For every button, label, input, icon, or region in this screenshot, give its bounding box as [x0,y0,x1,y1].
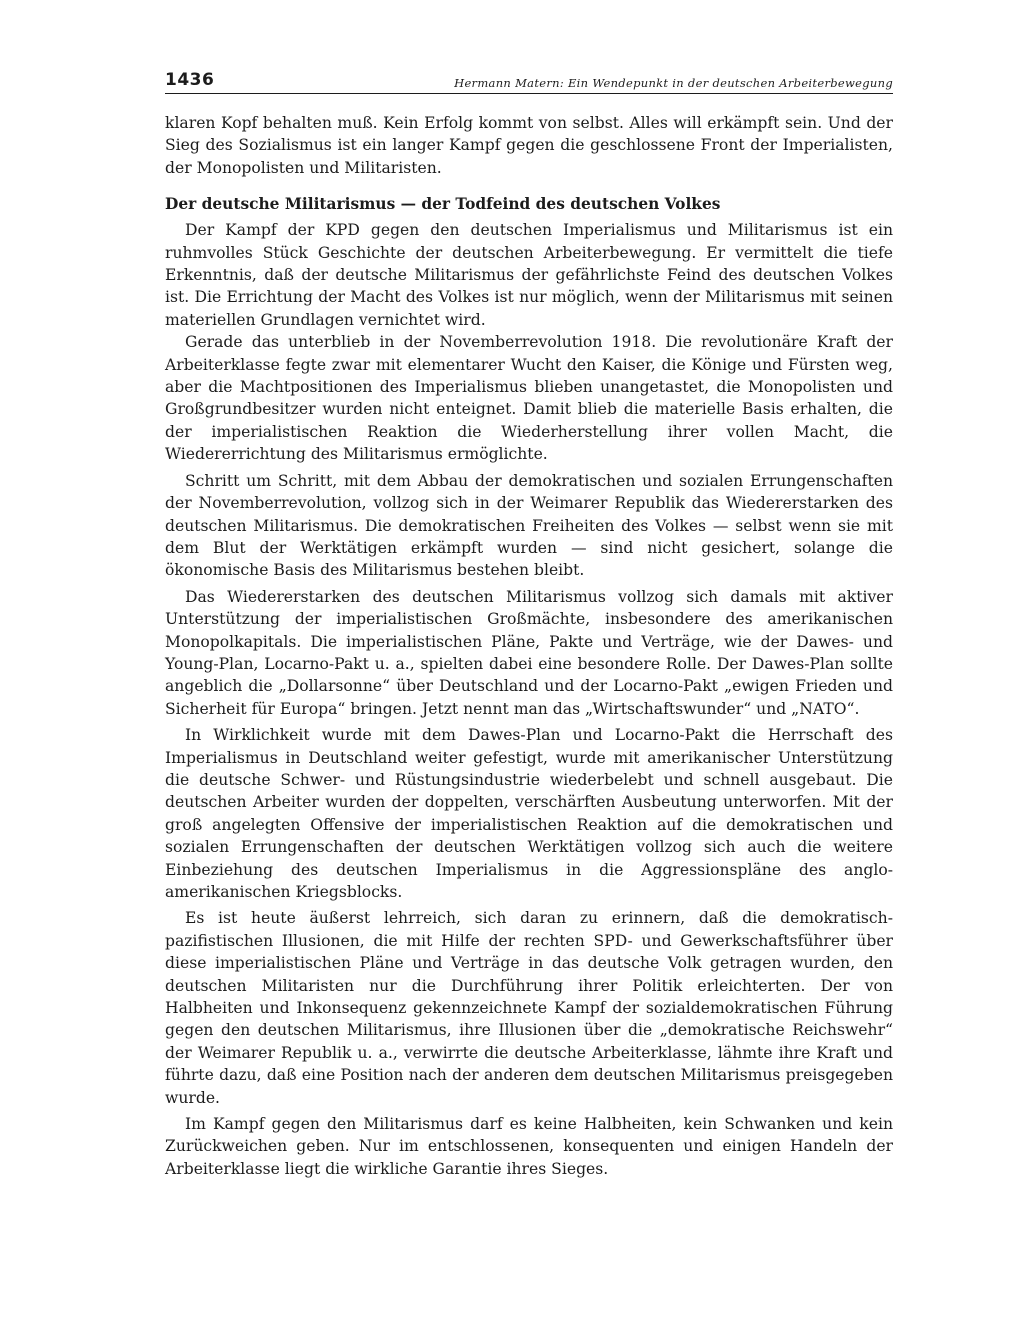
paragraph-7: Im Kampf gegen den Militarismus darf es keine Halbheiten, kein Schwanken und kein Zurückweichen geben. Nur im entschlossenen, konsequenten und einigen Handeln der Arbeiterklasse liegt die wirkliche Garantie ihres Sieges. [165,1115,893,1178]
intro-paragraph: klaren Kopf behalten muß. Kein Erfolg kommt von selbst. Alles will erkämpft sein. Und der Sieg des Sozialismus ist ein langer Kampf gegen die geschlossene Front der Imperialisten, der Monopolisten und Militaristen. [165,114,893,177]
document-page [165,62,893,1252]
body-text [165,112,893,1180]
running-title: Hermann Matern: Ein Wendepunkt in der deutschen Arbeiterbewegung [454,76,893,90]
paragraph-1: Der Kampf der KPD gegen den deutschen Imperialismus und Militarismus ist ein ruhmvolles Stück Geschichte der deutschen Arbeiterbewegung. Er vermittelt die tiefe Erkenntnis, daß der deutsche Militarismus der gefährlichste Feind des deutschen Volkes ist. Die Errichtung der Macht des Volkes ist nur möglich, wenn der Militarismus mit seinen materiellen Grundlagen vernichtet wird. [165,221,893,329]
paragraph-6: Es ist heute äußerst lehrreich, sich daran zu erinnern, daß die demokratischpazifistischen Illusionen, die mit Hilfe der rechten SPD- und Gewerkschaftsführer über diese imperialistischen Pläne und Verträge in das deutsche Volk getragen wurden, den deutschen Militaristen nur die Durchführung ihrer Politik erleichterten. Der von Halbheiten und Inkonsequenz gekennzeichnete Kampf der sozialdemokratischen Führung gegen den deutschen Militarismus, ihre Illusionen über die „demokratische Reichswehr“ der Weimarer Republik u. a., verwirrte die deutsche Arbeiterklasse, lähmte ihre Kraft und führte dazu, daß eine Position nach der anderen dem deutschen Militarismus preisgegeben wurde. [165,909,893,1107]
paragraph-3: Schritt um Schritt, mit dem Abbau der demokratischen und sozialen Errungenschaften der Novemberrevolution, vollzog sich in der Weimarer Republik das Wiedererstarken des deutschen Militarismus. Die demokratischen Freiheiten des Volkes — selbst wenn sie mit dem Blut der Werktätigen erkämpft wurden — sind nicht gesichert, solange die ökonomische Basis des Militarismus bestehen bleibt. [165,471,893,580]
paragraph-5: In Wirklichkeit wurde mit dem Dawes-Plan und Locarno-Pakt die Herrschaft des Imperialismus in Deutschland weiter gefestigt, wurde mit amerikanischer Unterstützung die deutsche Schwer- und Rüstungsindustrie wiederbelebt und schnell ausgebaut. Die deutschen Arbeiter wurden der doppelten, verschärften Ausbeutung unterworfen. Mit der groß angelegten Offensive der imperialistischen Reaktion auf die demokratischen und sozialen Errungenschaften der deutschen Werktätigen vollzog sich auch die weitere Einbeziehung des deutschen Imperialismus in die Aggressionspläne des anglo-amerikanischen Kriegsblocks. [165,726,893,901]
paragraph-4: Das Wiedererstarken des deutschen Militarismus vollzog sich damals mit aktiver Unterstützung der imperialistischen Großmächte, insbesondere des amerikanischen Monopolkapitals. Die imperialistischen Pläne, Pakte und Verträge, wie der Dawes- und Young-Plan, Locarno-Pakt u. a., spielten dabei eine besondere Rolle. Der Dawes-Plan sollte angeblich die „Dollarsonne“ über Deutschland und der Locarno-Pakt „ewigen Frieden und Sicherheit für Europa“ bringen. Jetzt nennt man das „Wirtschaftswunder“ und „NATO“. [165,587,893,718]
running-header [165,62,893,94]
page-number: 1436 [165,70,215,90]
section-heading: Der deutsche Militarismus — der Todfeind des deutschen Volkes [165,195,721,214]
paragraph-2: Gerade das unterblieb in der Novemberrevolution 1918. Die revolutionäre Kraft der Arbeiterklasse fegte zwar mit elementarer Wucht den Kaiser, die Könige und Fürsten weg, aber die Machtpositionen des Imperialismus blieben unangetastet, die Monopolisten und Großgrundbesitzer wurden nicht enteignet. Damit blieb die materielle Basis erhalten, die der imperialistischen Reaktion die Wiederherstellung ihrer vollen Macht, die Wiedererrichtung des Militarismus ermöglichte. [165,333,893,464]
